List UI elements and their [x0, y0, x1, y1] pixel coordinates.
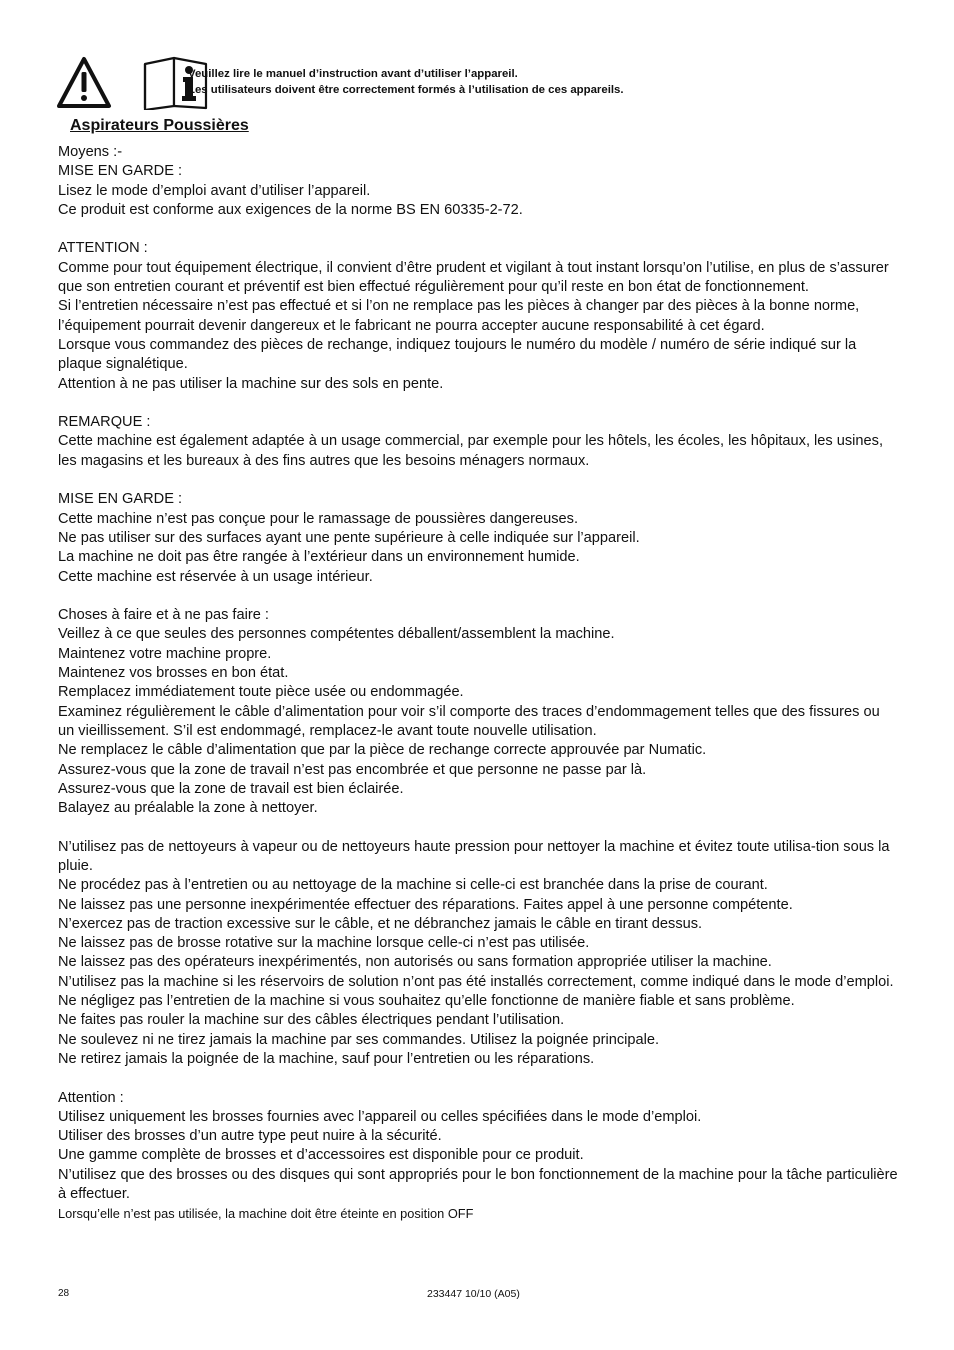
- paragraph: Ne remplacez le câble d’alimentation que par la pièce de rechange correcte approuvée par Numatic.: [58, 742, 707, 759]
- block-attention: [58, 239, 898, 393]
- paragraph: Maintenez vos brosses en bon état.: [58, 665, 289, 682]
- paragraph: Ne laissez pas de brosse rotative sur la machine lorsque celle-ci n’est pas utilisée.: [58, 935, 590, 952]
- paragraph: MISE EN GARDE :: [58, 491, 183, 508]
- paragraph: Lorsque vous commandez des pièces de rechange, indiquez toujours le numéro du modèle / numéro de série indiqué sur la plaque signalétique.: [58, 336, 857, 373]
- safety-notice-line-1: Veuillez lire le manuel d’instruction avant d’utiliser l’appareil.: [188, 68, 518, 80]
- paragraph: Attention à ne pas utiliser la machine sur des sols en pente.: [58, 375, 444, 392]
- paragraph: Assurez-vous que la zone de travail est bien éclairée.: [58, 780, 404, 797]
- page-number: 28: [58, 1288, 70, 1299]
- safety-header: [56, 56, 916, 112]
- paragraph: Comme pour tout équipement électrique, il convient d’être prudent et vigilant à tout instant lorsqu’on l’utilise, en plus de s’assurer que son entretien courant et préventif est bien effectué régulièrement pour qu’il reste en bon état de fonctionnement.: [58, 259, 889, 296]
- paragraph: Ne retirez jamais la poignée de la machine, sauf pour l’entretien ou les réparations.: [58, 1050, 595, 1067]
- paragraph: ATTENTION :: [58, 240, 148, 257]
- paragraph: Utilisez uniquement les brosses fournies avec l’appareil ou celles spécifiées dans le mode d’emploi.: [58, 1108, 702, 1125]
- paragraph: Cette machine est réservée à un usage intérieur.: [58, 568, 373, 585]
- paragraph: Moyens :-: [58, 144, 123, 160]
- paragraph: Ne faites pas rouler la machine sur des câbles électriques pendant l’utilisation.: [58, 1012, 565, 1029]
- paragraph: N’exercez pas de traction excessive sur le câble, et ne débranchez jamais le câble en tirant dessus.: [58, 915, 703, 932]
- paragraph: Assurez-vous que la zone de travail n’est pas encombrée et que personne ne passe par là.: [58, 761, 647, 778]
- safety-notice: [188, 66, 624, 98]
- block-general-warning: [58, 143, 898, 220]
- paragraph: Choses à faire et à ne pas faire :: [58, 607, 269, 624]
- paragraph: Attention :: [58, 1089, 124, 1106]
- paragraph: N’utilisez pas la machine si les réservoirs de solution n’ont pas été installés correctement, comme indiqué dans le mode d’emploi.: [58, 973, 894, 990]
- safety-notice-line-2: Les utilisateurs doivent être correctement formés à l’utilisation de ces appareils.: [188, 84, 624, 96]
- paragraph: N’utilisez que des brosses ou des disques qui sont appropriés pour le bon fonctionnement de la machine pour la tâche particulière à effectuer.: [58, 1166, 898, 1203]
- block-dos-and-donts: [58, 606, 898, 818]
- paragraph: Ne pas utiliser sur des surfaces ayant une pente supérieure à celle indiquée sur l’appareil.: [58, 529, 640, 546]
- block-remark: [58, 413, 898, 471]
- block-brushes: [58, 1089, 898, 1224]
- switch-off-note: Lorsqu’elle n’est pas utilisée, la machine doit être éteinte en position OFF: [58, 1206, 474, 1222]
- paragraph: Examinez régulièrement le câble d’alimentation pour voir s’il comporte des traces d’endommagement telles que des fissures ou un vieillissement. S’il est endommagé, remplacez-le avant toute nouvelle utilisation.: [58, 703, 880, 739]
- paragraph: Si l’entretien nécessaire n’est pas effectué et si l’on ne remplace pas les pièces à changer par des pièces à la bonne norme, l’équipement pourrait devenir dangereux et le fabricant ne pourra accepter aucune responsabilité à cet égard.: [58, 298, 860, 334]
- document-body: [58, 143, 898, 1223]
- paragraph: Ne soulevez ni ne tirez jamais la machine par ses commandes. Utilisez la poignée principale.: [58, 1031, 660, 1048]
- paragraph: Une gamme complète de brosses et d’accessoires est disponible pour ce produit.: [58, 1147, 584, 1164]
- paragraph: Cette machine n’est pas conçue pour le ramassage de poussières dangereuses.: [58, 510, 579, 527]
- paragraph: Cette machine est également adaptée à un usage commercial, par exemple pour les hôtels, les écoles, les hôpitaux, les usines, les magasins et les bureaux à des fins autres que les besoins ménagers normaux.: [58, 433, 884, 469]
- paragraph: La machine ne doit pas être rangée à l’extérieur dans un environnement humide.: [58, 549, 580, 566]
- paragraph: Ne procédez pas à l’entretien ou au nettoyage de la machine si celle-ci est branchée dans la prise de courant.: [58, 877, 768, 894]
- paragraph: Balayez au préalable la zone à nettoyer.: [58, 800, 318, 817]
- paragraph: Utiliser des brosses d’un autre type peut nuire à la sécurité.: [58, 1128, 442, 1145]
- paragraph: Ne laissez pas une personne inexpérimentée effectuer des réparations. Faites appel à une personne compétente.: [58, 896, 793, 913]
- paragraph: Ce produit est conforme aux exigences de la norme BS EN 60335-2-72.: [58, 201, 523, 218]
- paragraph: Ne négligez pas l’entretien de la machine si vous souhaitez qu’elle fonctionne de manière fiable et sans problème.: [58, 993, 795, 1010]
- section-title: Aspirateurs Poussières: [70, 117, 249, 134]
- document-reference: 233447 10/10 (A05): [427, 1288, 520, 1300]
- paragraph: MISE EN GARDE :: [58, 163, 183, 180]
- paragraph: Ne laissez pas des opérateurs inexpérimentés, non autorisés ou sans formation appropriée utiliser la machine.: [58, 954, 772, 971]
- paragraph: Veillez à ce que seules des personnes compétentes déballent/assemblent la machine.: [58, 626, 615, 643]
- paragraph: N’utilisez pas de nettoyeurs à vapeur ou de nettoyeurs haute pression pour nettoyer la machine et évitez toute utilisa-tion sous la pluie.: [58, 838, 890, 874]
- paragraph: Remplacez immédiatement toute pièce usée ou endommagée.: [58, 684, 464, 701]
- block-prohibitions: [58, 838, 898, 1070]
- paragraph: Maintenez votre machine propre.: [58, 645, 272, 662]
- warning-triangle-icon: [56, 56, 112, 110]
- block-warning: [58, 490, 898, 586]
- paragraph: Lisez le mode d’emploi avant d’utiliser l’appareil.: [58, 182, 371, 199]
- paragraph: REMARQUE :: [58, 414, 151, 431]
